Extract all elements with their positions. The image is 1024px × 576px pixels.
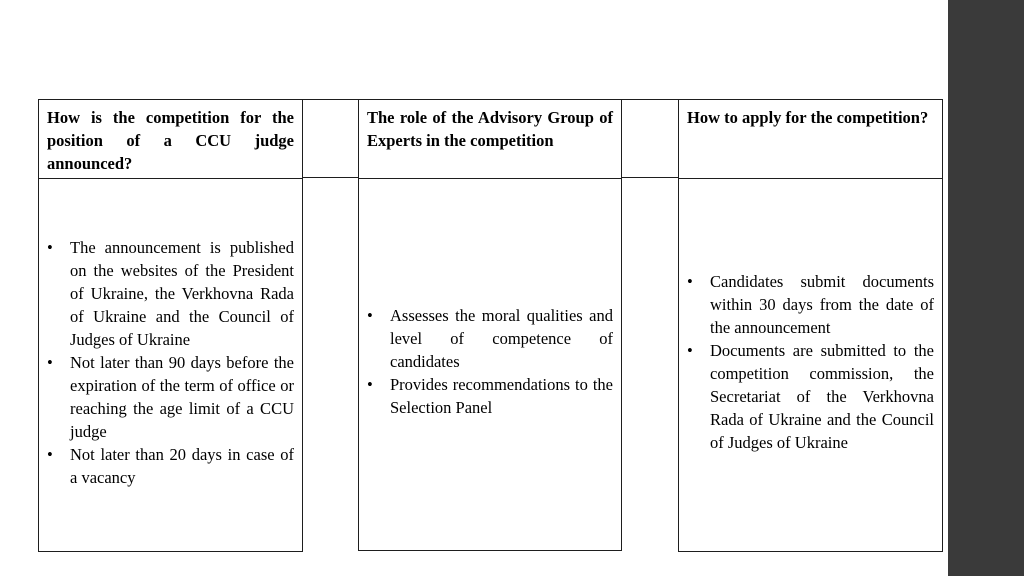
bullet-list xyxy=(687,270,934,454)
list-item xyxy=(47,351,294,443)
column-heading: The role of the Advisory Group of Experts in the competition xyxy=(367,108,613,150)
list-item-text: The announcement is published on the websites of the President of Ukraine, the Verkhovna Rada of Ukraine and the Council of Judges of Ukraine xyxy=(70,237,294,349)
column-body xyxy=(679,178,942,551)
column-body xyxy=(359,178,621,550)
column-heading: How is the competition for the position of a CCU judge announced? xyxy=(47,108,294,173)
list-item xyxy=(687,270,934,339)
list-item xyxy=(47,443,294,489)
bullet-icon: • xyxy=(47,444,53,464)
bullet-icon: • xyxy=(687,272,693,291)
list-item-text: Candidates submit documents within 30 days from the date of the announcement xyxy=(710,272,934,337)
column-how-to-apply xyxy=(678,99,943,552)
column-body xyxy=(39,178,302,551)
list-item xyxy=(367,373,613,419)
list-item-text: Documents are submitted to the competition commission, the Secretariat of the Verkhovna Rada of Ukraine and the Council of Judges of Ukraine xyxy=(710,341,934,452)
bullet-icon: • xyxy=(367,375,373,394)
bullet-list xyxy=(367,304,613,419)
list-item xyxy=(687,339,934,454)
bullet-icon: • xyxy=(687,341,693,360)
list-item-text: Assesses the moral qualities and level of competence of candidates xyxy=(390,306,613,371)
bullet-icon: • xyxy=(367,306,373,325)
list-item xyxy=(47,236,294,351)
column-heading: How to apply for the competition? xyxy=(687,108,929,127)
right-sidebar-bar xyxy=(948,0,1024,576)
bullet-icon: • xyxy=(47,352,53,372)
list-item-text: Provides recommendations to the Selection Panel xyxy=(390,375,613,417)
list-item-text: Not later than 90 days before the expiration of the term of office or reaching the age limit of a CCU judge xyxy=(70,352,294,441)
list-item xyxy=(367,304,613,373)
bullet-list xyxy=(47,236,294,489)
bullet-icon: • xyxy=(47,237,53,257)
column-advisory-group xyxy=(358,99,622,551)
column-announcement xyxy=(38,99,303,552)
list-item-text: Not later than 20 days in case of a vacancy xyxy=(70,444,294,487)
